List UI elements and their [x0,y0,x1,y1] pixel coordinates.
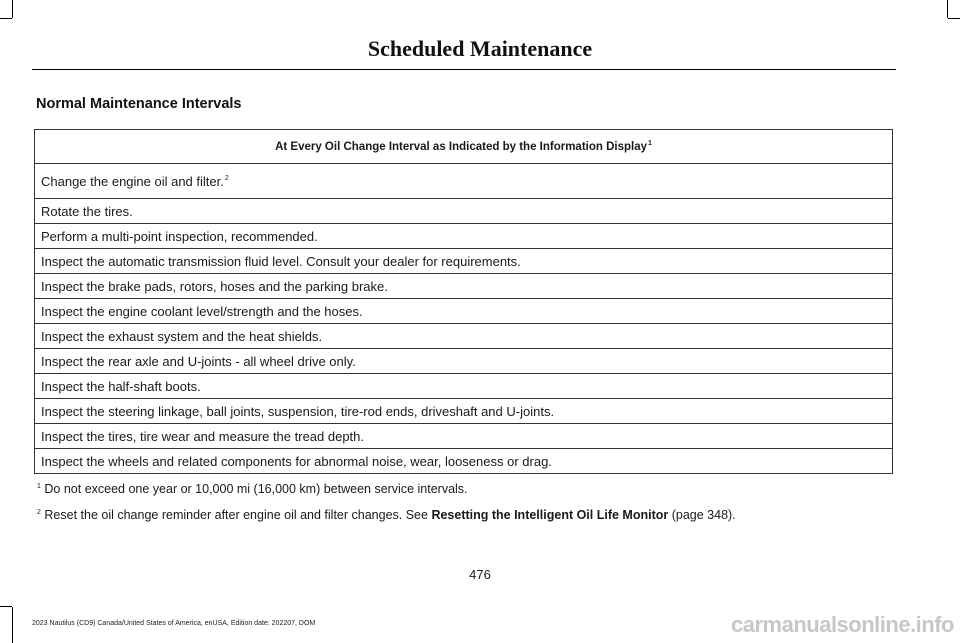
footnote-marker: 1 [37,482,41,490]
crop-mark [947,0,948,18]
crop-mark [12,0,13,18]
crop-mark [948,18,960,19]
table-row: Inspect the exhaust system and the heat shields. [35,324,893,349]
table-row: Inspect the half-shaft boots. [35,374,893,399]
footnote-2: $^2$ Reset the oil change reminder after engine oil and filter changes. See Resetting the Intelligent Oil Life Monitor (page 348). [37,508,736,522]
watermark-logo: carmanualsonline.info [731,612,954,637]
table-row: Perform a multi-point inspection, recommended. [35,224,893,249]
table-row: Inspect the tires, tire wear and measure the tread depth. [35,424,893,449]
table-header: At Every Oil Change Interval as Indicated by the Information Display$^1$ [35,130,893,164]
table-row: Change the engine oil and filter.$^2$ [35,164,893,199]
table-row: Inspect the wheels and related components for abnormal noise, wear, looseness or drag. [35,449,893,474]
page-number: 476 [469,567,491,582]
footnote-marker: 2 [224,175,229,183]
table-row: Inspect the brake pads, rotors, hoses and the parking brake. [35,274,893,299]
table-row: Inspect the steering linkage, ball joints, suspension, tire-rod ends, driveshaft and U-joints. [35,399,893,424]
table-row: Inspect the rear axle and U-joints - all wheel drive only. [35,349,893,374]
crop-mark [0,18,12,19]
table-row: Rotate the tires. [35,199,893,224]
footnote-1: $^1$ Do not exceed one year or 10,000 mi (16,000 km) between service intervals. [37,482,468,496]
crop-mark [0,606,12,607]
page-title: Scheduled Maintenance [367,36,593,61]
table-row: Inspect the engine coolant level/strength and the hoses. [35,299,893,324]
section-heading: Normal Maintenance Intervals [36,96,242,112]
maintenance-table [34,129,893,474]
crop-mark [12,607,13,643]
title-divider [32,69,896,70]
footnote-marker: 2 [37,508,41,516]
table-row: Inspect the automatic transmission fluid level. Consult your dealer for requirements. [35,249,893,274]
cross-reference-link[interactable]: Resetting the Intelligent Oil Life Monitor [431,508,669,522]
footnote-marker: 1 [648,140,652,148]
edition-info: 2023 Nautilus (CD9) Canada/United States of America, enUSA, Edition date: 202207, DOM [32,620,316,627]
